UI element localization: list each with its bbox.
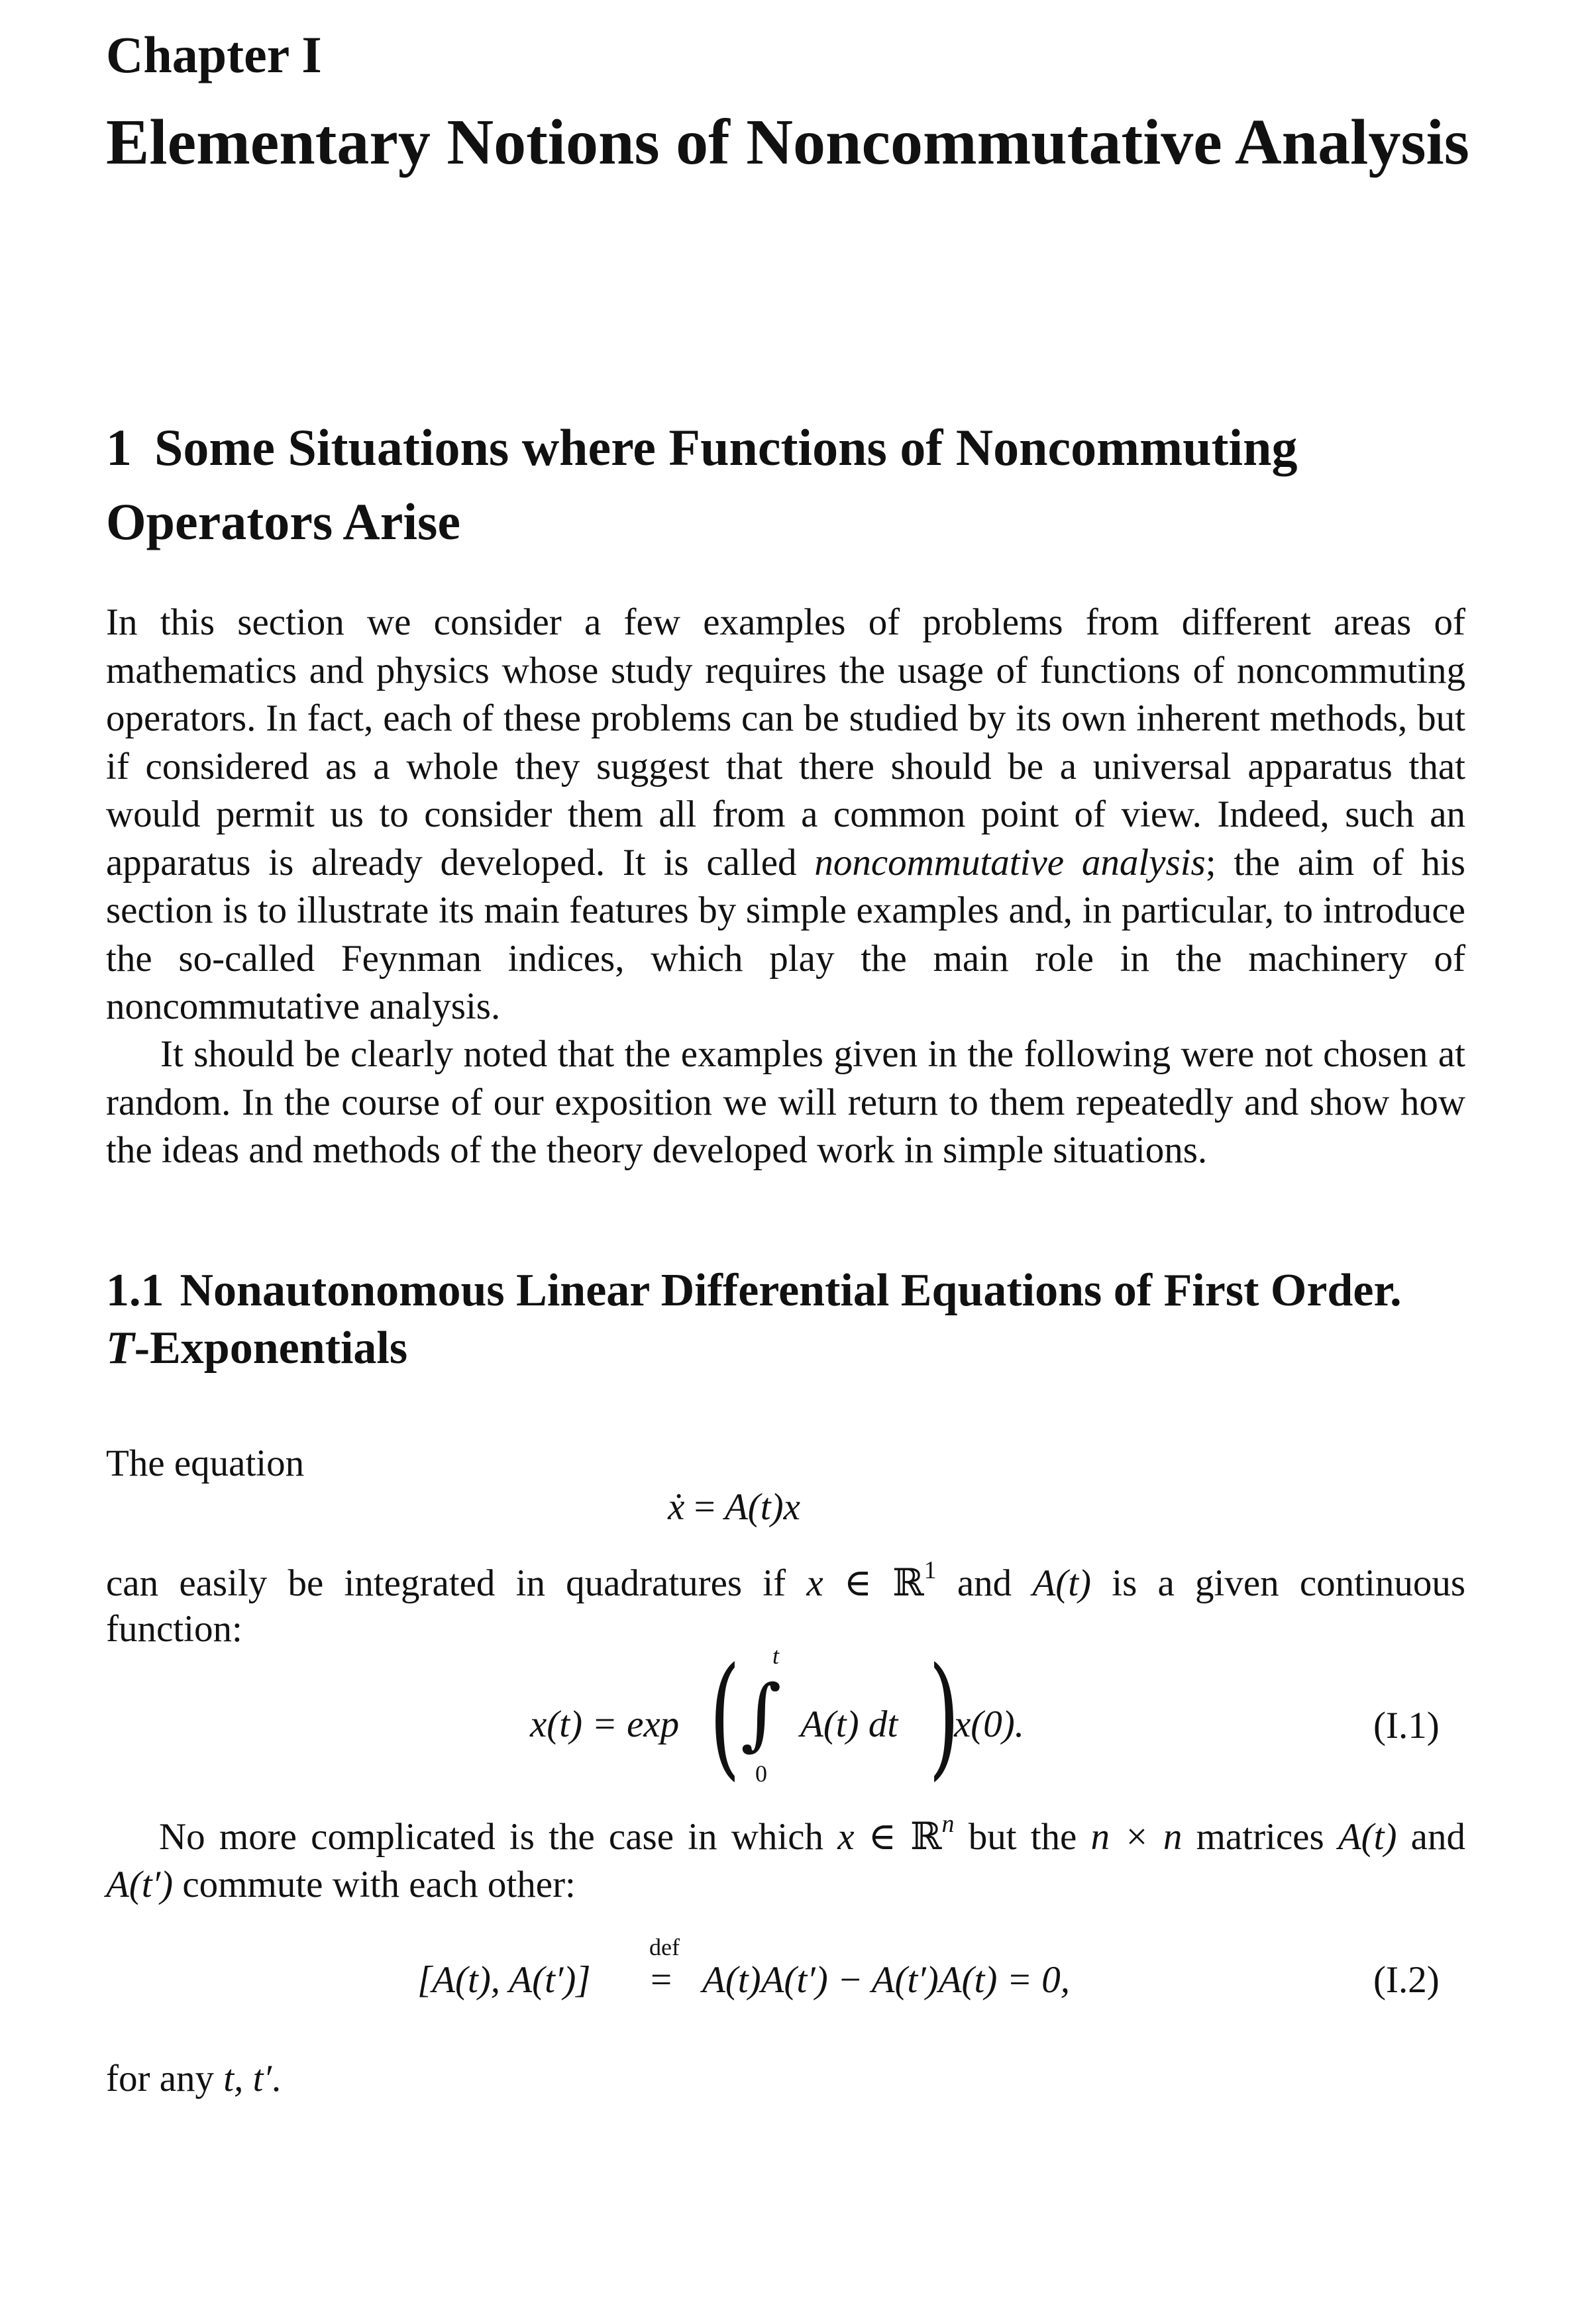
quad-in: ∈: [823, 1562, 893, 1604]
mat-reals: ℝ: [910, 1815, 942, 1858]
section-number: 1: [106, 419, 132, 476]
quad-x: x: [806, 1562, 823, 1604]
eq-I1-upper-limit: t: [772, 1642, 780, 1669]
forany-text: for any: [106, 2058, 224, 2099]
intro-paragraph: [106, 599, 1465, 1031]
eq-I2-defeq: =: [651, 1959, 672, 2001]
eq-I1-lhs: x(t) = exp: [530, 1703, 680, 1745]
mat-text-1: No more complicated is the case in which: [159, 1816, 838, 1858]
mat-text-4: and: [1397, 1816, 1465, 1858]
subsection-title-line2: [106, 1319, 1497, 1377]
chapter-label: Chapter I: [106, 26, 322, 83]
eq-I1-right-paren: ): [928, 1639, 960, 1794]
quad-At: A(t): [1032, 1562, 1092, 1604]
integral-sign-icon: ∫: [741, 1668, 782, 1759]
chapter-title: Elementary Notions of Noncommutative Analysis: [106, 107, 1469, 178]
subsection-number: 1.1: [106, 1265, 164, 1316]
commute-Atp: A(t′): [106, 1864, 174, 1905]
text-matrices-line: [159, 1810, 1465, 1862]
quad-text-2: and: [936, 1562, 1033, 1604]
quad-reals: ℝ: [892, 1561, 924, 1605]
intro-text-end: ; the aim of his section is to illustrate its main features by simple examples and, in particular, to introduce the so-called Feynman indices, which play the main role in the machinery of noncommutative analysis.: [106, 841, 1465, 1027]
quad-text-1: can easily be integrated in quadratures if: [106, 1562, 807, 1604]
mat-x: x: [837, 1816, 855, 1858]
text-the-equation: The equation: [106, 1442, 305, 1484]
subsection-title-t: T: [106, 1323, 134, 1374]
eq-I1-lower-limit: 0: [755, 1760, 767, 1787]
mat-text-2: but the: [954, 1816, 1091, 1858]
text-quadratures-line: [106, 1556, 1465, 1608]
second-paragraph: It should be clearly noted that the examples given in the following were not chosen at random. In the course of our exposition we will return to them repeatedly and show how the ideas and methods of the theory developed work in simple situations.: [106, 1033, 1465, 1171]
equation-ode: [668, 1484, 800, 1531]
subsection-title-rest: -Exponentials: [134, 1323, 408, 1374]
section-heading: [106, 411, 1497, 559]
section-title-line1: Some Situations where Functions of Noncommuting: [154, 419, 1298, 476]
eq-I2-number: (I.2): [1373, 1959, 1440, 2001]
mat-At: A(t): [1338, 1816, 1397, 1858]
text-function: function:: [106, 1608, 242, 1650]
forany-vars: t, t′: [223, 2058, 272, 2099]
eq-I2-rhs: A(t)A(t′) − A(t′)A(t) = 0,: [702, 1959, 1071, 2001]
mat-text-3: matrices: [1182, 1816, 1338, 1858]
eq-I1-tail: x(0).: [954, 1703, 1025, 1745]
commute-text: commute with each other:: [173, 1864, 576, 1905]
forany-period: .: [271, 2058, 282, 2099]
eq-I1-integrand: A(t) dt: [800, 1703, 898, 1745]
intro-text-start: In this section we consider a few examples of problems from different areas of mathematics and physics whose study requires the usage of functions of noncommuting operators. In fact, each of these problems can be studied by its own inherent methods, but if considered as a whole they suggest that there should be a universal apparatus that would permit us to consider them all from a common point of view. Indeed, such an apparatus is already developed. It is called: [106, 601, 1465, 884]
ode-lhs: ẋ: [668, 1486, 685, 1528]
quad-text-3: is a given continuous: [1091, 1562, 1465, 1604]
mat-in: ∈: [854, 1816, 911, 1858]
eq-I2-lhs: [A(t), A(t′)]: [417, 1959, 591, 2001]
ode-rhs: A(t)x: [724, 1486, 800, 1528]
ode-eq: =: [684, 1486, 725, 1528]
eq-I1-left-paren: (: [709, 1639, 741, 1794]
mat-sup: n: [941, 1810, 955, 1838]
text-for-any: [106, 2055, 281, 2103]
subsection-heading: [106, 1262, 1497, 1377]
mat-nxn: n × n: [1090, 1816, 1183, 1858]
subsection-title-line1: Nonautonomous Linear Differential Equations of First Order.: [180, 1265, 1402, 1316]
emphasis-term: noncommutative analysis: [814, 841, 1206, 884]
quad-sup: 1: [923, 1556, 937, 1584]
eq-I1-number: (I.1): [1373, 1705, 1440, 1746]
section-title-line2: Operators Arise: [106, 493, 461, 550]
equation-I2: [417, 1934, 1212, 2013]
eq-I2-def: def: [649, 1934, 680, 1960]
text-commute-line: [106, 1861, 576, 1909]
equation-I1: [530, 1639, 1192, 1801]
